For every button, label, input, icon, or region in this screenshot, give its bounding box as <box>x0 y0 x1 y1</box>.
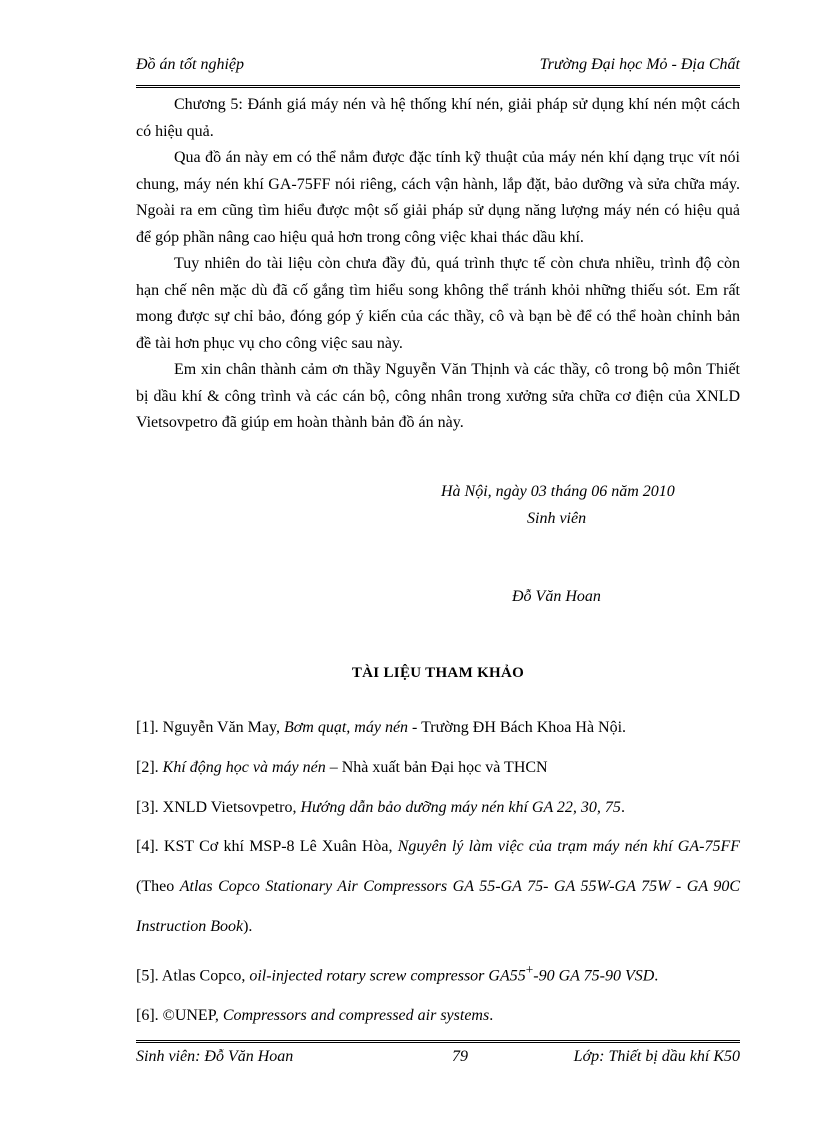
paragraph: Chương 5: Đánh giá máy nén và hệ thống khí nén, giải pháp sử dụng khí nén một cách có hiệu quả. <box>136 96 740 140</box>
reference-publisher: ). <box>243 918 253 935</box>
paragraph: Tuy nhiên do tài liệu còn chưa đầy đủ, quá trình thực tế còn chưa nhiều, trình độ còn hạn chế nên mặc dù đã cố gắng tìm hiểu song không thể tránh khỏi những thiếu sót. Em rất mong được sự chỉ bảo, đóng góp ý kiến của các thầy, cô và bạn bè để có thể hoàn chỉnh bản đề tài hơn phục vụ cho công việc sau này. <box>136 255 740 352</box>
footer-student: Sinh viên: Đỗ Văn Hoan <box>136 1048 294 1065</box>
reference-title: Nguyên lý làm việc của trạm máy nén khí GA-75FF <box>397 838 741 855</box>
reference-publisher: . <box>489 1007 494 1025</box>
page-number: 79 <box>452 1048 468 1065</box>
reference-item <box>136 715 740 741</box>
signature-role: Sinh viên <box>527 510 587 527</box>
reference-title: Hướng dẫn bảo dưỡng máy nén khí GA 22, 30, 75 <box>300 799 621 816</box>
reference-number: [5]. <box>136 967 159 985</box>
footer-class: Lớp: Thiết bị dầu khí K50 <box>573 1048 740 1065</box>
references-title: TÀI LIỆU THAM KHẢO <box>351 665 525 681</box>
header-right: Trường Đại học Mỏ - Địa Chất <box>539 56 740 73</box>
page-header <box>136 56 740 82</box>
reference-number: [3]. <box>136 799 159 816</box>
reference-item <box>136 957 740 989</box>
reference-note: (Theo <box>136 878 180 895</box>
reference-author: XNLD Vietsovpetro, <box>162 799 301 816</box>
reference-author: ©UNEP, <box>162 1007 223 1025</box>
reference-number: [4]. <box>136 838 159 855</box>
reference-title: Bơm quạt, máy nén <box>283 719 409 736</box>
reference-publisher: . <box>654 967 659 985</box>
reference-number: [1]. <box>136 719 159 736</box>
body-text <box>136 92 740 437</box>
reference-item <box>136 755 740 781</box>
reference-author: KST Cơ khí MSP-8 Lê Xuân Hòa, <box>163 838 398 855</box>
page-footer <box>136 1048 740 1072</box>
reference-item <box>136 795 740 821</box>
reference-item <box>136 827 740 947</box>
paragraph: Qua đồ án này em có thể nắm được đặc tính kỹ thuật của máy nén khí dạng trục vít nói chung, máy nén khí GA-75FF nói riêng, cách vận hành, lắp đặt, bảo dưỡng và sửa chữa máy. Ngoài ra em cũng tìm hiểu được một số giải pháp sử dụng năng lượng máy nén có hiệu quả để góp phần nâng cao hiệu quả hơn trong công việc khai thác dầu khí. <box>136 149 740 246</box>
reference-title: Khí động học và máy nén <box>162 759 326 776</box>
header-rule <box>136 85 740 88</box>
reference-title-rest: -90 GA 75-90 VSD <box>533 967 655 985</box>
footer-rule <box>136 1040 740 1043</box>
signature-place-date: Hà Nội, ngày 03 tháng 06 năm 2010 <box>441 483 675 500</box>
reference-author: Atlas Copco, <box>161 967 250 985</box>
reference-number: [2]. <box>136 759 159 776</box>
reference-superscript: + <box>525 962 534 977</box>
reference-source: Atlas Copco Stationary Air Compressors GA 55-GA 75- GA 55W-GA 75W - GA 90C Instruction Book <box>136 878 741 935</box>
header-left: Đồ án tốt nghiệp <box>136 56 244 73</box>
reference-author: Nguyễn Văn May, <box>162 719 284 736</box>
signature-name: Đỗ Văn Hoan <box>512 588 601 605</box>
paragraph: Em xin chân thành cảm ơn thầy Nguyễn Văn Thịnh và các thầy, cô trong bộ môn Thiết bị dầu khí & công trình và các cán bộ, công nhân trong xưởng sửa chữa cơ điện của XNLD Vietsovpetro đã giúp em hoàn thành bản đồ án này. <box>136 361 740 431</box>
reference-publisher: - Trường ĐH Bách Khoa Hà Nội. <box>408 719 627 736</box>
reference-number: [6]. <box>136 1007 159 1025</box>
reference-title: oil-injected rotary screw compressor GA55 <box>249 967 526 985</box>
reference-publisher: . <box>620 799 625 816</box>
reference-title: Compressors and compressed air systems <box>222 1007 490 1025</box>
references-list <box>136 715 740 1029</box>
reference-publisher: – Nhà xuất bản Đại học và THCN <box>325 759 548 776</box>
reference-item <box>136 1003 740 1029</box>
